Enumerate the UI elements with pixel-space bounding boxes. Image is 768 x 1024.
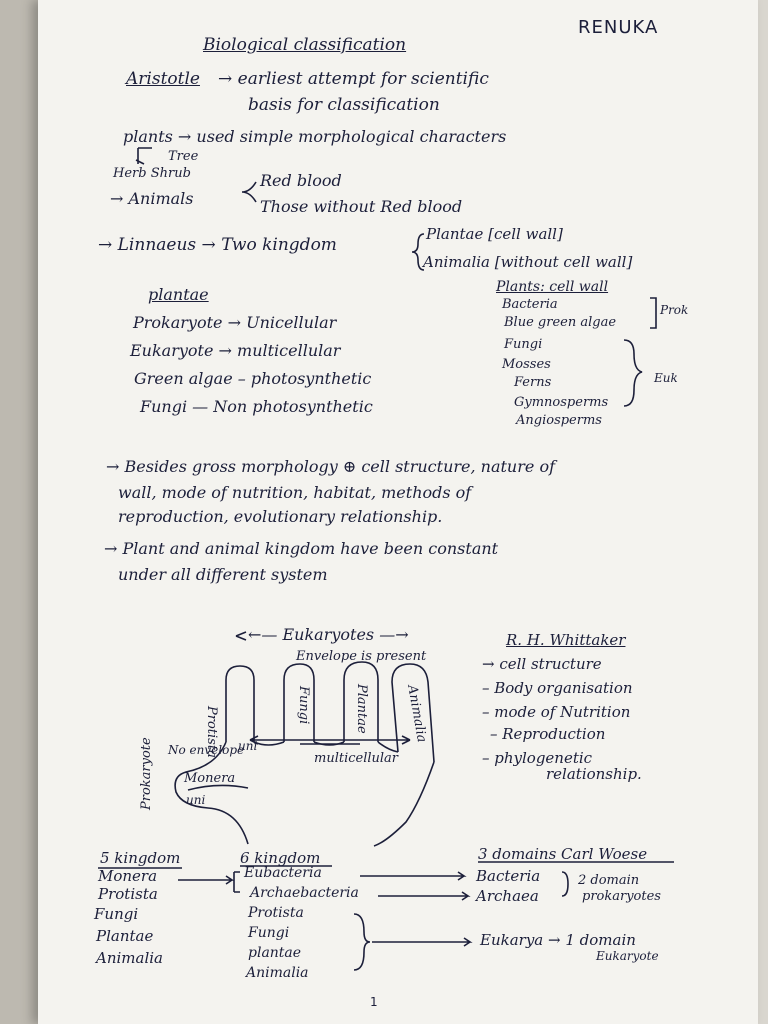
tree-label: Tree xyxy=(168,149,199,164)
whittaker-item-1: → cell structure xyxy=(482,655,602,673)
right-item-angiosperms: Angiosperms xyxy=(516,413,602,428)
eukarya-label: Eukarya → 1 domain xyxy=(480,931,636,949)
right-item-bga: Blue green algae xyxy=(504,315,617,330)
finger-protista: Protista xyxy=(204,706,219,758)
page-number: 1 xyxy=(370,995,378,1009)
linnaeus-plantae: Plantae [cell wall] xyxy=(426,225,563,243)
five-kingdom-1: Monera xyxy=(98,867,158,885)
aristotle-line1: → earliest attempt for scientific xyxy=(218,69,489,89)
whittaker-heading: R. H. Whittaker xyxy=(506,631,626,649)
plantae-row-4: Fungi — Non photosynthetic xyxy=(140,397,373,416)
animals-label: → Animals xyxy=(110,189,194,208)
red-blood-label: Red blood xyxy=(260,171,342,190)
domain-archaea: Archaea xyxy=(476,887,539,905)
uni-label: uni xyxy=(238,739,258,753)
plant-animal-line-2: under all different system xyxy=(118,565,328,584)
plants-cell-wall-heading: Plants: cell wall xyxy=(496,279,609,295)
notebook-page xyxy=(38,0,758,1024)
five-kingdom-2: Protista xyxy=(98,885,158,903)
five-kingdom-4: Plantae xyxy=(96,927,154,945)
right-item-mosses: Mosses xyxy=(502,357,551,372)
linnaeus-animalia: Animalia [without cell wall] xyxy=(423,253,633,271)
whittaker-item-3: – mode of Nutrition xyxy=(482,703,631,721)
five-kingdom-5: Animalia xyxy=(96,949,163,967)
six-kingdom-5: plantae xyxy=(248,945,302,961)
eukaryotes-label: ←— Eukaryotes —→ xyxy=(248,625,409,644)
two-domain-label: 2 domain xyxy=(578,873,640,888)
whittaker-item-4: – Reproduction xyxy=(490,725,606,743)
five-kingdom-3: Fungi xyxy=(94,905,139,923)
whittaker-item-5: – phylogenetic xyxy=(482,749,593,767)
six-kingdom-3: Protista xyxy=(248,905,304,921)
aristotle-line2: basis for classification xyxy=(248,95,440,115)
six-kingdom-1: Eubacteria xyxy=(244,865,322,881)
monera-label: Monera xyxy=(184,771,236,786)
six-kingdom-6: Animalia xyxy=(246,965,309,981)
whittaker-item-6: relationship. xyxy=(546,765,642,783)
besides-line-3: reproduction, evolutionary relationship. xyxy=(118,507,443,526)
six-kingdom-4: Fungi xyxy=(248,925,290,941)
euk-label: Euk xyxy=(654,371,678,385)
without-red-blood-label: Those without Red blood xyxy=(260,197,463,216)
eukaryote-label: Eukaryote xyxy=(596,949,659,963)
uni2-label: uni xyxy=(186,793,206,807)
right-item-bacteria: Bacteria xyxy=(502,297,558,312)
finger-animalia: Animalia xyxy=(404,683,430,744)
plantae-heading: plantae xyxy=(148,285,209,304)
whittaker-item-2: – Body organisation xyxy=(482,679,633,697)
finger-fungi: Fungi xyxy=(296,686,311,725)
author-name: RENUKA xyxy=(578,17,659,38)
herb-shrub-label: Herb Shrub xyxy=(113,166,191,181)
besides-line-1: → Besides gross morphology ⊕ cell structure, nature of xyxy=(106,457,555,476)
six-kingdom-heading: 6 kingdom xyxy=(240,849,321,867)
right-item-fungi: Fungi xyxy=(504,337,543,352)
plantae-row-1: Prokaryote → Unicellular xyxy=(133,313,337,332)
desk-background xyxy=(0,0,38,1024)
no-envelope-label: No envelope xyxy=(168,743,245,757)
right-item-gymnosperms: Gymnosperms xyxy=(514,395,609,410)
aristotle-label: Aristotle xyxy=(126,69,200,89)
prokaryotes-label: prokaryotes xyxy=(582,889,661,904)
domain-bacteria: Bacteria xyxy=(476,867,541,885)
plantae-row-3: Green algae – photosynthetic xyxy=(134,369,372,388)
plants-line: plants → used simple morphological characters xyxy=(123,127,507,146)
three-domains-heading: 3 domains Carl Woese xyxy=(478,845,648,863)
finger-plantae: Plantae xyxy=(354,684,369,734)
plant-animal-line-1: → Plant and animal kingdom have been constant xyxy=(104,539,499,558)
besides-line-2: wall, mode of nutrition, habitat, methods of xyxy=(118,483,472,502)
linnaeus-line: → Linnaeus → Two kingdom xyxy=(98,235,337,255)
five-kingdom-heading: 5 kingdom xyxy=(100,849,181,867)
envelope-present-label: Envelope is present xyxy=(296,649,427,664)
prokaryote-label: Prokaryote xyxy=(139,737,154,810)
prok-label: Prok xyxy=(660,303,689,317)
right-item-ferns: Ferns xyxy=(514,375,552,390)
multicellular-label: multicellular xyxy=(314,751,399,766)
page-title: Biological classification xyxy=(203,35,407,55)
six-kingdom-2: Archaebacteria xyxy=(250,885,359,901)
plantae-row-2: Eukaryote → multicellular xyxy=(130,341,341,360)
